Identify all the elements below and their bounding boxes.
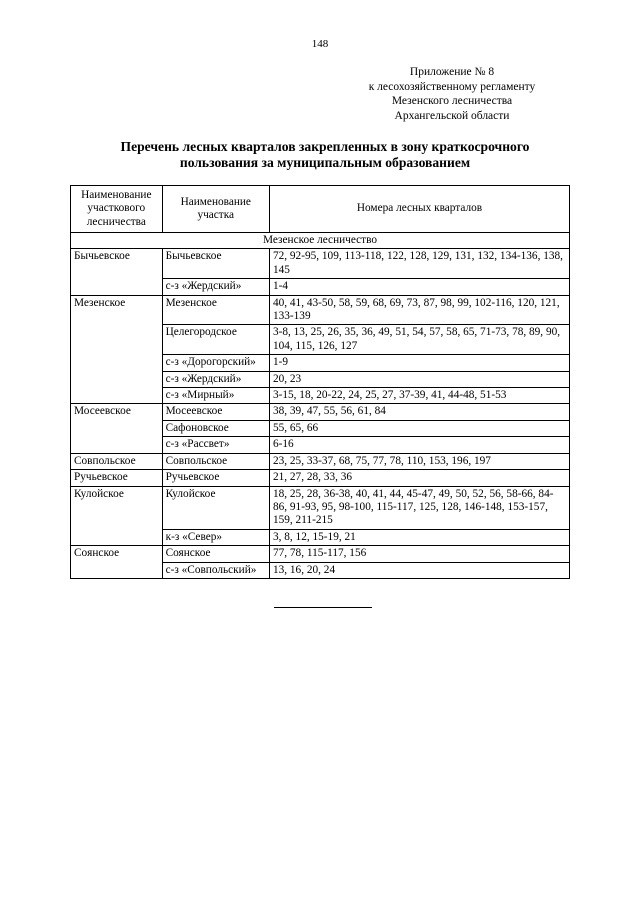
site-cell: к-з «Север» (162, 529, 269, 545)
forest-quarters-table (70, 185, 570, 579)
table-row (71, 249, 570, 279)
document-title (70, 139, 580, 171)
header-forestry-district: Наименование участкового лесничества (71, 186, 163, 233)
site-cell: Целегородское (162, 325, 269, 355)
district-cell: Бычьевское (71, 249, 163, 295)
appendix-line-2: к лесохозяйственному регламенту (368, 80, 536, 93)
site-cell: Кулойское (162, 486, 269, 529)
site-cell: Сафоновское (162, 420, 269, 436)
subheader-forestry: Мезенское лесничество (71, 233, 570, 249)
site-cell: с-з «Дорогорский» (162, 355, 269, 371)
district-cell: Мосеевское (71, 404, 163, 453)
district-cell: Ручьевское (71, 470, 163, 486)
appendix-note (332, 65, 572, 123)
quarters-cell: 55, 65, 66 (269, 420, 569, 436)
quarters-cell: 72, 92-95, 109, 113-118, 122, 128, 129, 131, 132, 134-136, 138, 145 (269, 249, 569, 279)
quarters-cell: 3-8, 13, 25, 26, 35, 36, 49, 51, 54, 57, 58, 65, 71-73, 78, 89, 90, 104, 115, 126, 127 (269, 325, 569, 355)
table-header-row (71, 186, 570, 233)
quarters-cell: 20, 23 (269, 371, 569, 387)
site-cell: с-з «Мирный» (162, 388, 269, 404)
header-quarter-numbers: Номера лесных кварталов (269, 186, 569, 233)
site-cell: Мосеевское (162, 404, 269, 420)
subheader-row (71, 233, 570, 249)
district-cell: Сoянское (71, 546, 163, 579)
appendix-line-1: Приложение № 8 (409, 66, 495, 78)
quarters-cell: 18, 25, 28, 36-38, 40, 41, 44, 45-47, 49, 50, 52, 56, 58-66, 84-86, 91-93, 95, 98-100, 115-117, 125, 128, 146-148, 153-157, 159, 211-215 (269, 486, 569, 529)
quarters-cell: 1-4 (269, 279, 569, 295)
table-row (71, 453, 570, 469)
table-row (71, 404, 570, 420)
quarters-cell: 40, 41, 43-50, 58, 59, 68, 69, 73, 87, 98, 99, 102-116, 120, 121, 133-139 (269, 295, 569, 325)
table-row (71, 295, 570, 325)
district-cell: Мезенское (71, 295, 163, 404)
title-line-2: пользования за муниципальным образованием (179, 155, 471, 170)
quarters-cell: 13, 16, 20, 24 (269, 562, 569, 578)
quarters-cell: 6-16 (269, 437, 569, 453)
site-cell: с-з «Жердский» (162, 371, 269, 387)
footer-divider (274, 607, 372, 608)
site-cell: с-з «Жердский» (162, 279, 269, 295)
table-row (71, 470, 570, 486)
quarters-cell: 1-9 (269, 355, 569, 371)
quarters-cell: 21, 27, 28, 33, 36 (269, 470, 569, 486)
district-cell: Кулойское (71, 486, 163, 546)
quarters-cell: 77, 78, 115-117, 156 (269, 546, 569, 562)
site-cell: Ручьевское (162, 470, 269, 486)
appendix-line-4: Архангельской области (394, 109, 510, 122)
quarters-cell: 23, 25, 33-37, 68, 75, 77, 78, 110, 153, 196, 197 (269, 453, 569, 469)
table-row (71, 546, 570, 562)
header-site: Наименование участка (162, 186, 269, 233)
quarters-cell: 3-15, 18, 20-22, 24, 25, 27, 37-39, 41, 44-48, 51-53 (269, 388, 569, 404)
site-cell: с-з «Совпольский» (162, 562, 269, 578)
site-cell: с-з «Рассвет» (162, 437, 269, 453)
page-number: 148 (311, 38, 329, 50)
site-cell: Соянское (162, 546, 269, 562)
district-cell: Совпольское (71, 453, 163, 469)
title-line-1: Перечень лесных кварталов закрепленных в зону краткосрочного (120, 139, 530, 154)
site-cell: Мезенское (162, 295, 269, 325)
quarters-cell: 38, 39, 47, 55, 56, 61, 84 (269, 404, 569, 420)
table-row (71, 486, 570, 529)
site-cell: Совпольское (162, 453, 269, 469)
quarters-cell: 3, 8, 12, 15-19, 21 (269, 529, 569, 545)
site-cell: Бычьевское (162, 249, 269, 279)
appendix-line-3: Мезенского лесничества (391, 95, 513, 108)
